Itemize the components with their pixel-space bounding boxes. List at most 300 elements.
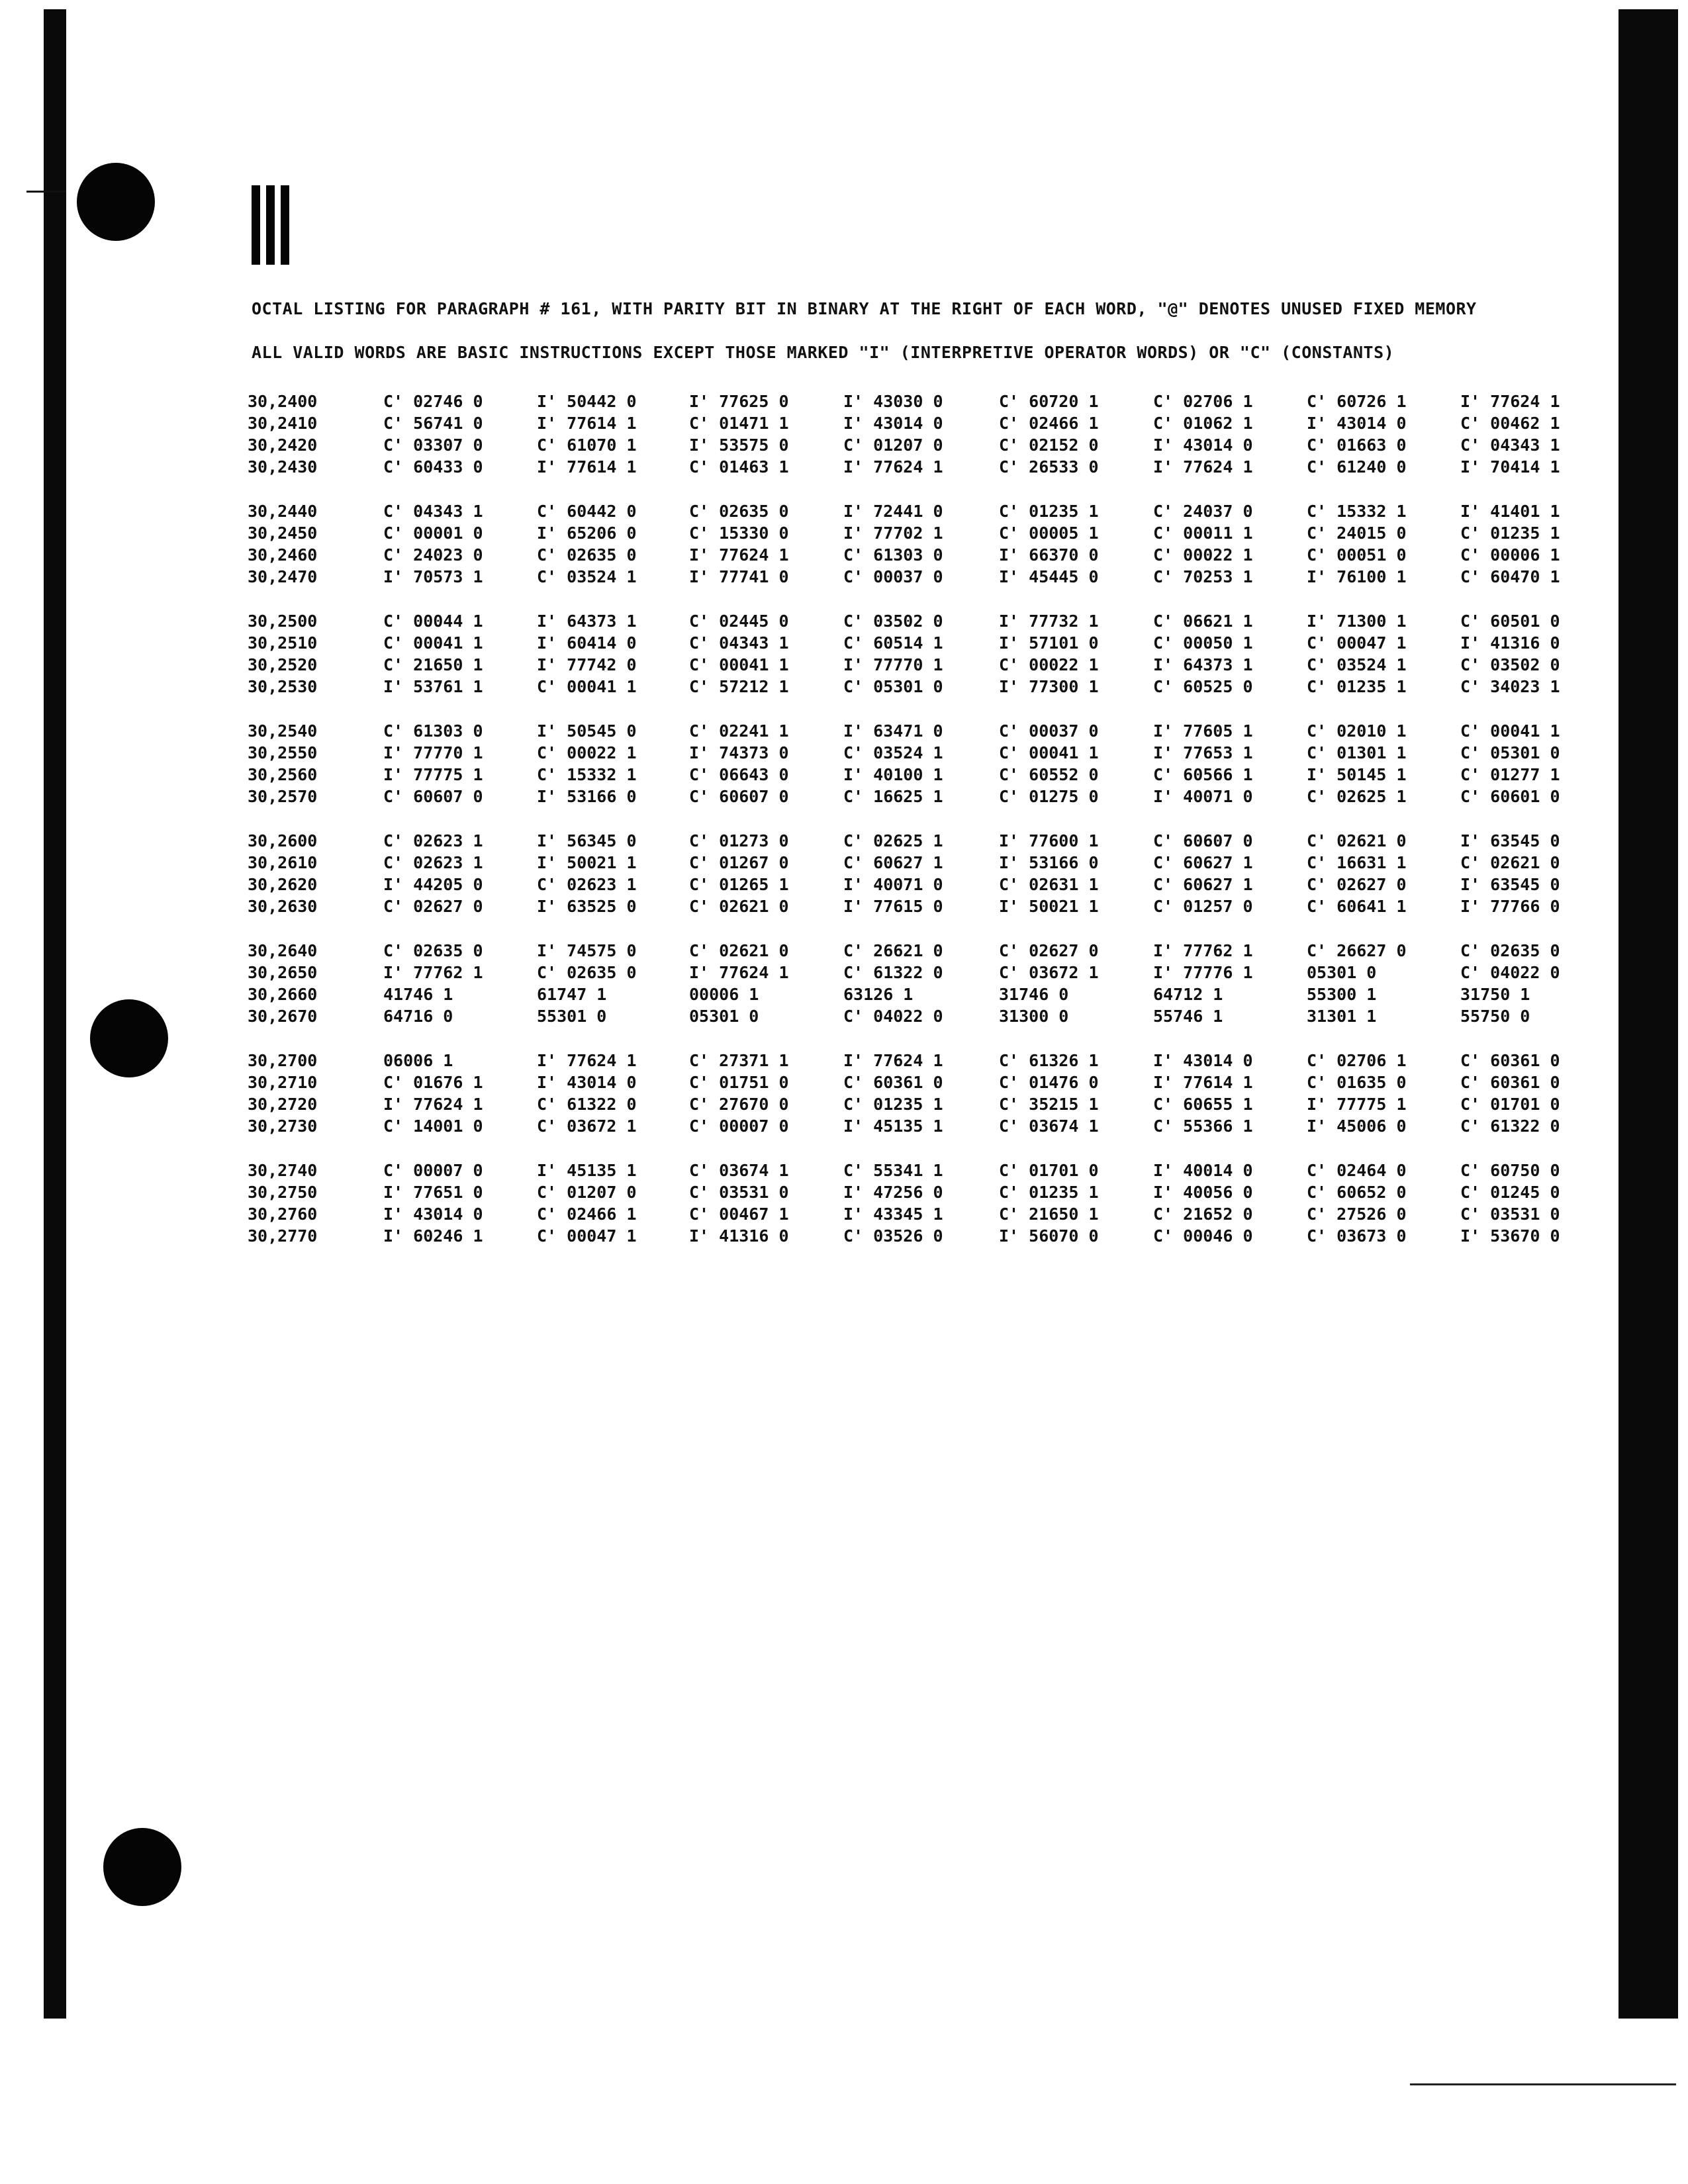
octal-word: C' 01235 1 bbox=[999, 1183, 1099, 1202]
octal-word: C' 03524 1 bbox=[537, 567, 637, 586]
octal-word: C' 00022 1 bbox=[1153, 545, 1253, 565]
octal-word: C' 01207 0 bbox=[843, 435, 943, 455]
octal-word: I' 77614 1 bbox=[1153, 1073, 1253, 1092]
octal-word: I' 77624 1 bbox=[843, 1051, 943, 1070]
octal-word: I' 50021 1 bbox=[537, 853, 637, 872]
listing-row bbox=[248, 1095, 1598, 1116]
octal-word: C' 01701 0 bbox=[1460, 1095, 1560, 1114]
listing-row bbox=[248, 1116, 1598, 1138]
octal-word: C' 04022 0 bbox=[1460, 963, 1560, 982]
octal-word: C' 00022 1 bbox=[537, 743, 637, 762]
octal-word: C' 02635 0 bbox=[537, 545, 637, 565]
memory-address: 30,2760 bbox=[248, 1205, 318, 1224]
octal-word: C' 01273 0 bbox=[689, 831, 789, 850]
octal-word: C' 24015 0 bbox=[1307, 523, 1407, 543]
octal-word: I' 64373 1 bbox=[1153, 655, 1253, 674]
octal-word: C' 00041 1 bbox=[999, 743, 1099, 762]
octal-word: C' 03524 1 bbox=[1307, 655, 1407, 674]
octal-word: C' 02625 1 bbox=[1307, 787, 1407, 806]
octal-word: I' 77624 1 bbox=[1153, 457, 1253, 477]
octal-word: C' 26621 0 bbox=[843, 941, 943, 960]
octal-word: C' 06621 1 bbox=[1153, 612, 1253, 631]
registration-marks bbox=[252, 185, 305, 265]
listing-row bbox=[248, 897, 1598, 919]
listing-row bbox=[248, 1073, 1598, 1095]
octal-word: C' 02706 1 bbox=[1307, 1051, 1407, 1070]
octal-word: C' 00007 0 bbox=[383, 1161, 483, 1180]
octal-word: C' 03524 1 bbox=[843, 743, 943, 762]
octal-word: C' 04343 1 bbox=[383, 502, 483, 521]
memory-address: 30,2420 bbox=[248, 435, 318, 455]
octal-word: I' 63525 0 bbox=[537, 897, 637, 916]
octal-word: C' 02623 1 bbox=[383, 831, 483, 850]
octal-word: C' 00007 0 bbox=[689, 1116, 789, 1136]
octal-word: I' 77624 1 bbox=[383, 1095, 483, 1114]
octal-word: C' 03673 0 bbox=[1307, 1226, 1407, 1246]
octal-word: C' 03502 0 bbox=[1460, 655, 1560, 674]
octal-word: I' 77762 1 bbox=[1153, 941, 1253, 960]
octal-word: I' 77651 0 bbox=[383, 1183, 483, 1202]
octal-word: C' 00022 1 bbox=[999, 655, 1099, 674]
octal-word: C' 61303 0 bbox=[843, 545, 943, 565]
octal-word: C' 02621 0 bbox=[1460, 853, 1560, 872]
octal-word: C' 34023 1 bbox=[1460, 677, 1560, 696]
listing-block bbox=[248, 392, 1598, 479]
listing-row bbox=[248, 567, 1598, 589]
octal-word: C' 02635 0 bbox=[537, 963, 637, 982]
octal-word: C' 02635 0 bbox=[689, 502, 789, 521]
octal-word: 55750 0 bbox=[1460, 1007, 1530, 1026]
memory-address: 30,2520 bbox=[248, 655, 318, 674]
octal-word: C' 60525 0 bbox=[1153, 677, 1253, 696]
octal-word: 05301 0 bbox=[689, 1007, 759, 1026]
octal-word: C' 00050 1 bbox=[1153, 633, 1253, 653]
octal-word: C' 57212 1 bbox=[689, 677, 789, 696]
octal-word: C' 00041 1 bbox=[689, 655, 789, 674]
octal-word: C' 16625 1 bbox=[843, 787, 943, 806]
octal-word: C' 60627 1 bbox=[1153, 853, 1253, 872]
octal-word: 61747 1 bbox=[537, 985, 607, 1004]
memory-address: 30,2750 bbox=[248, 1183, 318, 1202]
octal-word: C' 70253 1 bbox=[1153, 567, 1253, 586]
memory-address: 30,2410 bbox=[248, 414, 318, 433]
octal-word: C' 60470 1 bbox=[1460, 567, 1560, 586]
octal-word: I' 40071 0 bbox=[843, 875, 943, 894]
octal-word: C' 24023 0 bbox=[383, 545, 483, 565]
listing-row bbox=[248, 985, 1598, 1007]
octal-word: C' 02625 1 bbox=[843, 831, 943, 850]
octal-word: I' 53670 0 bbox=[1460, 1226, 1560, 1246]
octal-word: C' 01676 1 bbox=[383, 1073, 483, 1092]
octal-word: C' 61240 0 bbox=[1307, 457, 1407, 477]
octal-word: C' 21652 0 bbox=[1153, 1205, 1253, 1224]
octal-word: C' 03307 0 bbox=[383, 435, 483, 455]
listing-row bbox=[248, 502, 1598, 523]
listing-row bbox=[248, 787, 1598, 809]
octal-word: C' 60641 1 bbox=[1307, 897, 1407, 916]
memory-address: 30,2660 bbox=[248, 985, 318, 1004]
memory-address: 30,2400 bbox=[248, 392, 318, 411]
octal-word: I' 53575 0 bbox=[689, 435, 789, 455]
octal-word: C' 01235 1 bbox=[999, 502, 1099, 521]
punch-hole-bottom bbox=[103, 1828, 181, 1906]
octal-word: C' 61070 1 bbox=[537, 435, 637, 455]
memory-address: 30,2430 bbox=[248, 457, 318, 477]
octal-word: C' 60501 0 bbox=[1460, 612, 1560, 631]
octal-word: I' 77775 1 bbox=[383, 765, 483, 784]
octal-word: I' 77770 1 bbox=[383, 743, 483, 762]
octal-word: 31750 1 bbox=[1460, 985, 1530, 1004]
octal-word: C' 02706 1 bbox=[1153, 392, 1253, 411]
listing-row bbox=[248, 435, 1598, 457]
memory-address: 30,2550 bbox=[248, 743, 318, 762]
octal-word: I' 70414 1 bbox=[1460, 457, 1560, 477]
memory-address: 30,2470 bbox=[248, 567, 318, 586]
octal-word: C' 60750 0 bbox=[1460, 1161, 1560, 1180]
margin-tick bbox=[26, 191, 66, 193]
octal-word: C' 00037 0 bbox=[999, 721, 1099, 741]
octal-word: I' 43014 0 bbox=[1153, 435, 1253, 455]
memory-address: 30,2540 bbox=[248, 721, 318, 741]
octal-word: C' 60361 0 bbox=[1460, 1051, 1560, 1070]
octal-word: C' 01701 0 bbox=[999, 1161, 1099, 1180]
octal-word: I' 77775 1 bbox=[1307, 1095, 1407, 1114]
octal-word: C' 27670 0 bbox=[689, 1095, 789, 1114]
octal-word: 63126 1 bbox=[843, 985, 914, 1004]
octal-word: I' 40014 0 bbox=[1153, 1161, 1253, 1180]
octal-word: I' 77702 1 bbox=[843, 523, 943, 543]
octal-word: C' 61322 0 bbox=[537, 1095, 637, 1114]
octal-word: C' 60627 1 bbox=[843, 853, 943, 872]
octal-word: C' 02241 1 bbox=[689, 721, 789, 741]
octal-word: I' 66370 0 bbox=[999, 545, 1099, 565]
octal-word: I' 63471 0 bbox=[843, 721, 943, 741]
octal-word: C' 04022 0 bbox=[843, 1007, 943, 1026]
octal-word: I' 77600 1 bbox=[999, 831, 1099, 850]
octal-word: C' 26627 0 bbox=[1307, 941, 1407, 960]
octal-word: C' 02635 0 bbox=[1460, 941, 1560, 960]
octal-word: C' 02466 1 bbox=[999, 414, 1099, 433]
octal-word: I' 57101 0 bbox=[999, 633, 1099, 653]
octal-word: C' 60361 0 bbox=[1460, 1073, 1560, 1092]
listing-row bbox=[248, 721, 1598, 743]
octal-word: I' 47256 0 bbox=[843, 1183, 943, 1202]
octal-word: I' 43030 0 bbox=[843, 392, 943, 411]
octal-word: C' 01463 1 bbox=[689, 457, 789, 477]
listing-block bbox=[248, 502, 1598, 589]
memory-address: 30,2670 bbox=[248, 1007, 318, 1026]
octal-word: I' 77766 0 bbox=[1460, 897, 1560, 916]
octal-word: I' 45006 0 bbox=[1307, 1116, 1407, 1136]
octal-word: C' 01663 0 bbox=[1307, 435, 1407, 455]
octal-word: C' 15332 1 bbox=[537, 765, 637, 784]
octal-word: I' 77300 1 bbox=[999, 677, 1099, 696]
octal-word: 55746 1 bbox=[1153, 1007, 1223, 1026]
octal-word: C' 01635 0 bbox=[1307, 1073, 1407, 1092]
octal-word: C' 02627 0 bbox=[999, 941, 1099, 960]
octal-word: 31301 1 bbox=[1307, 1007, 1377, 1026]
octal-word: I' 74373 0 bbox=[689, 743, 789, 762]
octal-word: 55300 1 bbox=[1307, 985, 1377, 1004]
octal-word: I' 43014 0 bbox=[537, 1073, 637, 1092]
memory-address: 30,2700 bbox=[248, 1051, 318, 1070]
octal-word: C' 01062 1 bbox=[1153, 414, 1253, 433]
octal-word: C' 26533 0 bbox=[999, 457, 1099, 477]
octal-word: C' 01476 0 bbox=[999, 1073, 1099, 1092]
octal-word: I' 77776 1 bbox=[1153, 963, 1253, 982]
octal-word: C' 60607 0 bbox=[383, 787, 483, 806]
octal-word: C' 60726 1 bbox=[1307, 392, 1407, 411]
octal-word: C' 00467 1 bbox=[689, 1205, 789, 1224]
octal-word: C' 01751 0 bbox=[689, 1073, 789, 1092]
octal-word: C' 60627 1 bbox=[1153, 875, 1253, 894]
listing-row bbox=[248, 655, 1598, 677]
octal-word: I' 56345 0 bbox=[537, 831, 637, 850]
memory-address: 30,2570 bbox=[248, 787, 318, 806]
octal-word: I' 65206 0 bbox=[537, 523, 637, 543]
octal-word: I' 77614 1 bbox=[537, 414, 637, 433]
octal-word: C' 01471 1 bbox=[689, 414, 789, 433]
listing-row bbox=[248, 941, 1598, 963]
octal-word: I' 50442 0 bbox=[537, 392, 637, 411]
octal-word: C' 60652 0 bbox=[1307, 1183, 1407, 1202]
listing-row bbox=[248, 414, 1598, 435]
octal-word: C' 60433 0 bbox=[383, 457, 483, 477]
octal-word: I' 53166 0 bbox=[999, 853, 1099, 872]
octal-word: C' 55366 1 bbox=[1153, 1116, 1253, 1136]
listing-row bbox=[248, 523, 1598, 545]
octal-word: C' 01245 0 bbox=[1460, 1183, 1560, 1202]
octal-word: C' 00041 1 bbox=[1460, 721, 1560, 741]
octal-word: C' 02635 0 bbox=[383, 941, 483, 960]
bottom-rule bbox=[1410, 2083, 1676, 2085]
memory-address: 30,2620 bbox=[248, 875, 318, 894]
octal-word: I' 77762 1 bbox=[383, 963, 483, 982]
octal-word: C' 01257 0 bbox=[1153, 897, 1253, 916]
octal-word: C' 55341 1 bbox=[843, 1161, 943, 1180]
punch-hole-middle bbox=[90, 999, 168, 1077]
listing-block bbox=[248, 721, 1598, 809]
octal-word: 06006 1 bbox=[383, 1051, 453, 1070]
octal-word: C' 01235 1 bbox=[1460, 523, 1560, 543]
octal-word: 64716 0 bbox=[383, 1007, 453, 1026]
memory-address: 30,2640 bbox=[248, 941, 318, 960]
listing-row bbox=[248, 963, 1598, 985]
listing-block bbox=[248, 941, 1598, 1028]
octal-word: I' 43014 0 bbox=[1153, 1051, 1253, 1070]
octal-word: C' 27371 1 bbox=[689, 1051, 789, 1070]
octal-word: C' 00005 1 bbox=[999, 523, 1099, 543]
octal-word: C' 14001 0 bbox=[383, 1116, 483, 1136]
octal-word: C' 61303 0 bbox=[383, 721, 483, 741]
octal-word: C' 15332 1 bbox=[1307, 502, 1407, 521]
octal-word: I' 64373 1 bbox=[537, 612, 637, 631]
octal-word: I' 50145 1 bbox=[1307, 765, 1407, 784]
octal-word: I' 41316 0 bbox=[1460, 633, 1560, 653]
listing-row bbox=[248, 765, 1598, 787]
listing-row bbox=[248, 1161, 1598, 1183]
octal-word: C' 05301 0 bbox=[843, 677, 943, 696]
octal-word: C' 60514 1 bbox=[843, 633, 943, 653]
memory-address: 30,2600 bbox=[248, 831, 318, 850]
octal-word: I' 77624 1 bbox=[689, 545, 789, 565]
octal-word: 00006 1 bbox=[689, 985, 759, 1004]
listing-row bbox=[248, 853, 1598, 875]
octal-word: I' 44205 0 bbox=[383, 875, 483, 894]
octal-word: C' 06643 0 bbox=[689, 765, 789, 784]
listing-row bbox=[248, 875, 1598, 897]
octal-word: I' 45445 0 bbox=[999, 567, 1099, 586]
octal-word: C' 24037 0 bbox=[1153, 502, 1253, 521]
octal-word: I' 76100 1 bbox=[1307, 567, 1407, 586]
octal-word: I' 41401 1 bbox=[1460, 502, 1560, 521]
memory-address: 30,2450 bbox=[248, 523, 318, 543]
octal-word: C' 00006 1 bbox=[1460, 545, 1560, 565]
memory-address: 30,2710 bbox=[248, 1073, 318, 1092]
octal-word: C' 60655 1 bbox=[1153, 1095, 1253, 1114]
octal-word: C' 00037 0 bbox=[843, 567, 943, 586]
octal-word: C' 00044 1 bbox=[383, 612, 483, 631]
octal-word: I' 77732 1 bbox=[999, 612, 1099, 631]
memory-address: 30,2510 bbox=[248, 633, 318, 653]
octal-word: I' 41316 0 bbox=[689, 1226, 789, 1246]
listing-block bbox=[248, 612, 1598, 699]
octal-word: C' 01301 1 bbox=[1307, 743, 1407, 762]
octal-word: C' 00041 1 bbox=[383, 633, 483, 653]
octal-word: C' 60607 0 bbox=[1153, 831, 1253, 850]
memory-address: 30,2740 bbox=[248, 1161, 318, 1180]
octal-word: C' 00046 0 bbox=[1153, 1226, 1253, 1246]
memory-address: 30,2720 bbox=[248, 1095, 318, 1114]
octal-word: I' 77742 0 bbox=[537, 655, 637, 674]
memory-address: 30,2650 bbox=[248, 963, 318, 982]
listing-row bbox=[248, 1183, 1598, 1205]
octal-word: C' 03674 1 bbox=[999, 1116, 1099, 1136]
memory-address: 30,2630 bbox=[248, 897, 318, 916]
octal-word: C' 02010 1 bbox=[1307, 721, 1407, 741]
octal-word: C' 03531 0 bbox=[689, 1183, 789, 1202]
octal-word: I' 50545 0 bbox=[537, 721, 637, 741]
listing-row bbox=[248, 545, 1598, 567]
octal-word: C' 02445 0 bbox=[689, 612, 789, 631]
octal-word: I' 70573 1 bbox=[383, 567, 483, 586]
octal-word: I' 77615 0 bbox=[843, 897, 943, 916]
octal-word: C' 01275 0 bbox=[999, 787, 1099, 806]
octal-word: C' 60566 1 bbox=[1153, 765, 1253, 784]
octal-word: C' 56741 0 bbox=[383, 414, 483, 433]
octal-word: C' 60442 0 bbox=[537, 502, 637, 521]
octal-word: C' 01235 1 bbox=[843, 1095, 943, 1114]
octal-word: C' 60720 1 bbox=[999, 392, 1099, 411]
octal-word: I' 40100 1 bbox=[843, 765, 943, 784]
octal-word: I' 77653 1 bbox=[1153, 743, 1253, 762]
octal-word: C' 03674 1 bbox=[689, 1161, 789, 1180]
octal-word: C' 02627 0 bbox=[383, 897, 483, 916]
octal-word: C' 00051 0 bbox=[1307, 545, 1407, 565]
octal-word: I' 71300 1 bbox=[1307, 612, 1407, 631]
listing-row bbox=[248, 457, 1598, 479]
octal-word: I' 77741 0 bbox=[689, 567, 789, 586]
octal-word: C' 02152 0 bbox=[999, 435, 1099, 455]
listing-block bbox=[248, 1161, 1598, 1248]
memory-address: 30,2560 bbox=[248, 765, 318, 784]
octal-word: I' 77624 1 bbox=[843, 457, 943, 477]
octal-word: C' 00011 1 bbox=[1153, 523, 1253, 543]
octal-word: I' 45135 1 bbox=[843, 1116, 943, 1136]
octal-word: I' 60246 1 bbox=[383, 1226, 483, 1246]
octal-word: C' 01235 1 bbox=[1307, 677, 1407, 696]
listing-row bbox=[248, 392, 1598, 414]
listing-row bbox=[248, 1205, 1598, 1226]
octal-word: I' 56070 0 bbox=[999, 1226, 1099, 1246]
octal-word: C' 35215 1 bbox=[999, 1095, 1099, 1114]
scan-border-left bbox=[44, 9, 66, 2019]
octal-word: 64712 1 bbox=[1153, 985, 1223, 1004]
octal-word: I' 43345 1 bbox=[843, 1205, 943, 1224]
octal-word: 31300 0 bbox=[999, 1007, 1069, 1026]
listing-row bbox=[248, 1051, 1598, 1073]
memory-address: 30,2530 bbox=[248, 677, 318, 696]
octal-word: I' 74575 0 bbox=[537, 941, 637, 960]
octal-word: C' 15330 0 bbox=[689, 523, 789, 543]
memory-address: 30,2770 bbox=[248, 1226, 318, 1246]
octal-word: I' 43014 0 bbox=[383, 1205, 483, 1224]
octal-word: C' 04343 1 bbox=[689, 633, 789, 653]
octal-word: I' 50021 1 bbox=[999, 897, 1099, 916]
scan-border-right bbox=[1618, 9, 1678, 2019]
octal-word: C' 02621 0 bbox=[689, 897, 789, 916]
octal-word: C' 05301 0 bbox=[1460, 743, 1560, 762]
octal-word: I' 45135 1 bbox=[537, 1161, 637, 1180]
octal-word: C' 03526 0 bbox=[843, 1226, 943, 1246]
octal-word: I' 77624 1 bbox=[1460, 392, 1560, 411]
octal-word: C' 60607 0 bbox=[689, 787, 789, 806]
octal-word: C' 60601 0 bbox=[1460, 787, 1560, 806]
listing-row bbox=[248, 612, 1598, 633]
listing-block bbox=[248, 1051, 1598, 1138]
octal-word: I' 72441 0 bbox=[843, 502, 943, 521]
memory-address: 30,2440 bbox=[248, 502, 318, 521]
octal-word: C' 02623 1 bbox=[383, 853, 483, 872]
octal-word: 05301 0 bbox=[1307, 963, 1377, 982]
octal-word: C' 61322 0 bbox=[843, 963, 943, 982]
octal-word: C' 21650 1 bbox=[999, 1205, 1099, 1224]
listing-row bbox=[248, 1226, 1598, 1248]
octal-word: 55301 0 bbox=[537, 1007, 607, 1026]
octal-word: 31746 0 bbox=[999, 985, 1069, 1004]
octal-word: C' 02627 0 bbox=[1307, 875, 1407, 894]
listing-row bbox=[248, 677, 1598, 699]
octal-word: C' 01207 0 bbox=[537, 1183, 637, 1202]
octal-word: I' 43014 0 bbox=[843, 414, 943, 433]
octal-word: C' 02464 0 bbox=[1307, 1161, 1407, 1180]
octal-word: I' 63545 0 bbox=[1460, 831, 1560, 850]
octal-word: I' 53761 1 bbox=[383, 677, 483, 696]
octal-word: C' 60552 0 bbox=[999, 765, 1099, 784]
octal-word: I' 40056 0 bbox=[1153, 1183, 1253, 1202]
octal-word: C' 00047 1 bbox=[537, 1226, 637, 1246]
octal-word: I' 77770 1 bbox=[843, 655, 943, 674]
punch-hole-top bbox=[77, 163, 155, 241]
octal-word: C' 00001 0 bbox=[383, 523, 483, 543]
octal-word: I' 77614 1 bbox=[537, 457, 637, 477]
octal-word: C' 03531 0 bbox=[1460, 1205, 1560, 1224]
octal-word: C' 02631 1 bbox=[999, 875, 1099, 894]
listing-row bbox=[248, 743, 1598, 765]
octal-word: C' 02621 0 bbox=[1307, 831, 1407, 850]
listing-row bbox=[248, 633, 1598, 655]
octal-word: C' 03672 1 bbox=[537, 1116, 637, 1136]
